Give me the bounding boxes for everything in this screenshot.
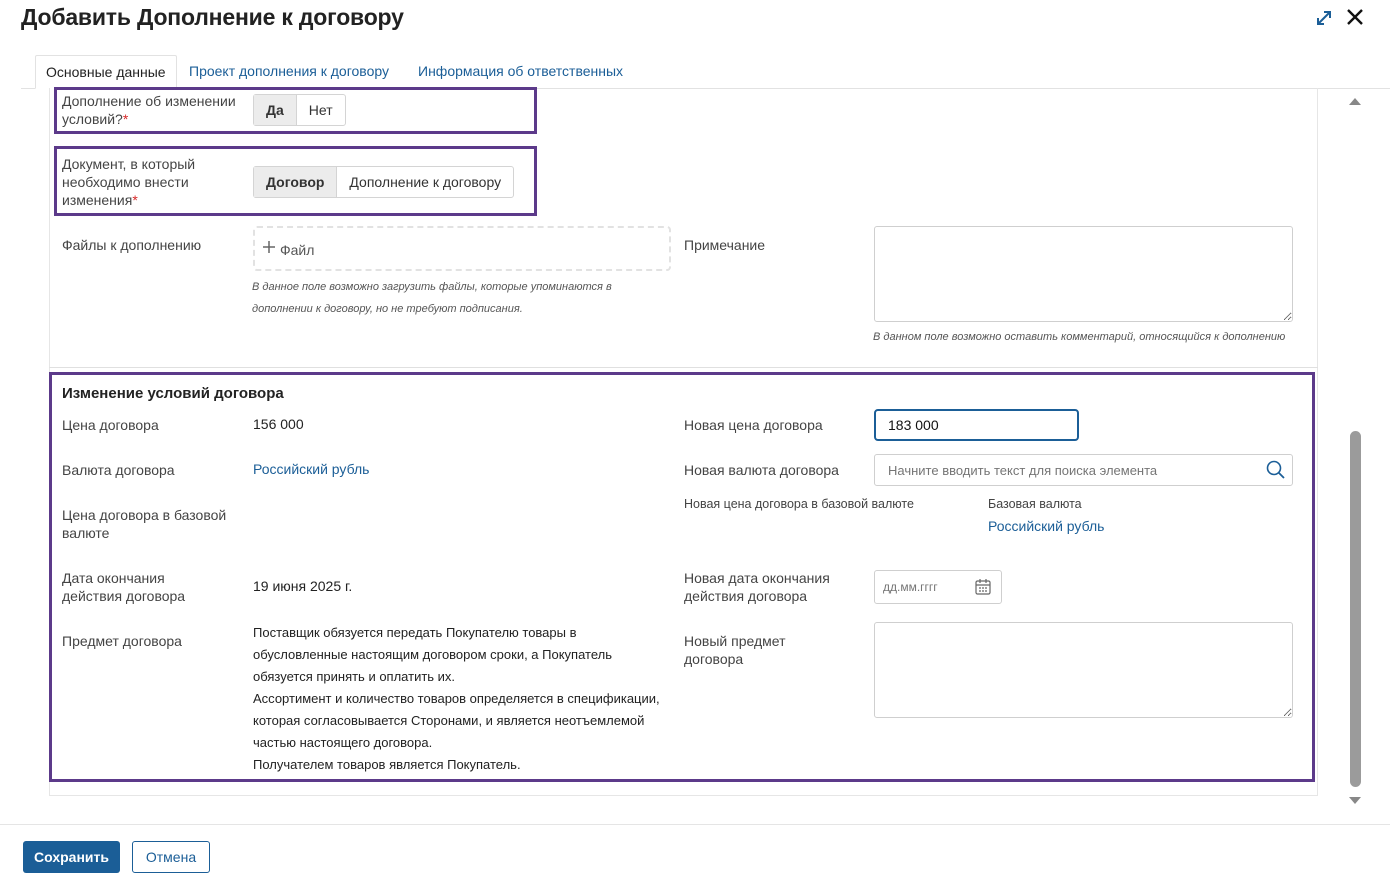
expand-icon[interactable] <box>1314 8 1334 28</box>
search-icon[interactable] <box>1266 460 1286 485</box>
note-label: Примечание <box>684 237 766 253</box>
subject-text: Поставщик обязуется передать Покупателю товары в обусловленные настоящим договором сроки, а Покупатель обязуется принять и оплатить их. Ассортимент и количество товаров определяется в спецификации, которая согласовывается Сторонами, и является неотъемлемой частью настоящего договора. Получателем товаров является Покупатель. <box>253 625 660 772</box>
new-currency-search[interactable] <box>874 454 1293 486</box>
panel-border <box>1317 88 1318 795</box>
currency-link[interactable]: Российский рубль <box>253 461 370 477</box>
tab-main-data[interactable]: Основные данные <box>35 55 177 89</box>
scroll-up-icon[interactable] <box>1348 93 1362 111</box>
new-currency-label: Новая валюта договора <box>684 462 839 478</box>
note-hint: В данном поле возможно оставить комментарий, относящийся к дополнению <box>873 331 1286 343</box>
option-yes[interactable]: Да <box>254 95 297 125</box>
target-document-toggle <box>253 166 514 198</box>
files-label: Файлы к дополнению <box>62 237 202 253</box>
note-textarea[interactable] <box>874 226 1293 322</box>
end-date-value: 19 июня 2025 г. <box>253 578 353 594</box>
section-divider <box>49 367 1318 368</box>
target-document-label: Документ, в который необходимо внести изменения* <box>62 156 196 208</box>
new-price-input[interactable] <box>874 409 1079 441</box>
scrollbar-thumb[interactable] <box>1350 431 1361 787</box>
option-addendum[interactable]: Дополнение к договору <box>349 174 502 190</box>
option-contract[interactable]: Договор <box>254 167 337 197</box>
price-label: Цена договора <box>62 417 159 433</box>
change-terms-label: Дополнение об изменении условий?* <box>62 93 236 127</box>
currency-label: Валюта договора <box>62 462 175 478</box>
new-subject-textarea[interactable] <box>874 622 1293 718</box>
new-base-price-label: Новая цена договора в базовой валюте <box>684 497 914 511</box>
files-hint: В данное поле возможно загрузить файлы, которые упоминаются в <box>252 281 612 293</box>
change-terms-toggle <box>253 94 346 126</box>
panel-border <box>49 795 1318 796</box>
tab-responsible-info[interactable]: Информация об ответственных <box>418 63 624 79</box>
add-file-button[interactable]: Файл <box>280 241 315 258</box>
section-title: Изменение условий договора <box>62 385 284 402</box>
new-end-date-label: Новая дата окончания действия договора <box>684 570 830 604</box>
close-icon[interactable] <box>1344 6 1366 28</box>
base-price-label: Цена договора в базовой валюте <box>62 507 227 541</box>
files-hint: дополнении к договору, но не требуют подписания. <box>252 303 523 315</box>
cancel-button[interactable]: Отмена <box>132 841 210 873</box>
save-button[interactable]: Сохранить <box>23 841 120 873</box>
footer-divider <box>0 824 1390 825</box>
tab-bar <box>21 55 1390 89</box>
price-value: 156 000 <box>253 416 304 432</box>
base-currency-link[interactable]: Российский рубль <box>988 518 1105 534</box>
calendar-icon[interactable] <box>975 578 991 600</box>
option-no[interactable]: Нет <box>308 102 333 118</box>
dialog-title: Добавить Дополнение к договору <box>21 4 404 30</box>
base-currency-label: Базовая валюта <box>988 497 1082 511</box>
plus-icon <box>262 240 276 259</box>
subject-label: Предмет договора <box>62 633 182 649</box>
tab-addendum-project[interactable]: Проект дополнения к договору <box>189 63 389 79</box>
file-dropzone[interactable] <box>253 226 671 271</box>
new-price-label: Новая цена договора <box>684 417 823 433</box>
scroll-down-icon[interactable] <box>1348 793 1362 811</box>
new-subject-label: Новый предмет договора <box>684 633 786 667</box>
end-date-label: Дата окончания действия договора <box>62 570 186 604</box>
